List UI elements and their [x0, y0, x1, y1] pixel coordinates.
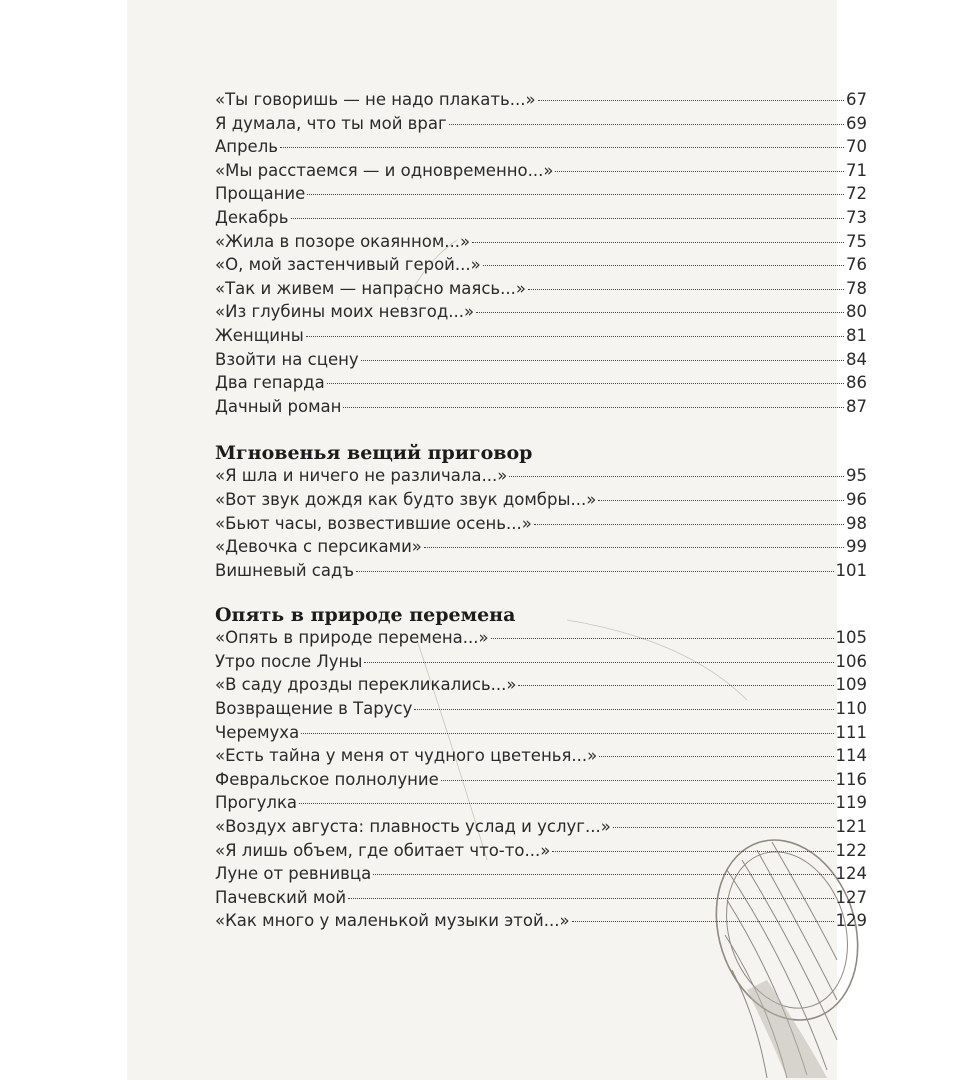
- toc-entry[interactable]: «Вот звук дождя как будто звук домбры...» 96: [215, 489, 867, 509]
- leader-dots: [364, 662, 833, 663]
- page-number: 110: [835, 699, 867, 719]
- leader-dots: [598, 500, 844, 501]
- leader-dots: [361, 360, 844, 361]
- leader-dots: [472, 242, 844, 243]
- page-number: 71: [846, 160, 867, 180]
- leader-dots: [491, 638, 834, 639]
- toc-entry[interactable]: Пачевский мой 127: [215, 887, 867, 907]
- leader-dots: [306, 336, 844, 337]
- page-number: 122: [835, 840, 867, 860]
- leader-dots: [613, 827, 834, 828]
- page-number: 129: [835, 911, 867, 931]
- leader-dots: [552, 851, 833, 852]
- page-number: 73: [846, 207, 867, 227]
- leader-dots: [534, 524, 844, 525]
- page-number: 114: [835, 746, 867, 766]
- page-number: 69: [846, 113, 867, 133]
- leader-dots: [476, 312, 844, 313]
- toc-entry[interactable]: «Опять в природе перемена...» 105: [215, 628, 867, 648]
- page-number: 75: [846, 231, 867, 251]
- toc-entry[interactable]: Я думала, что ты мой враг 69: [215, 113, 867, 133]
- leader-dots: [449, 124, 844, 125]
- leader-dots: [518, 685, 833, 686]
- leader-dots: [483, 265, 844, 266]
- book-page: [127, 0, 867, 1080]
- page-number: 87: [846, 396, 867, 416]
- leader-dots: [307, 194, 844, 195]
- page-number: 124: [835, 864, 867, 884]
- page-number: 121: [835, 817, 867, 837]
- toc-entry[interactable]: Дачный роман 87: [215, 396, 867, 416]
- page-number: 76: [846, 255, 867, 275]
- toc-entry[interactable]: «В саду дрозды перекликались...» 109: [215, 675, 867, 695]
- leader-dots: [291, 218, 845, 219]
- page-number: 72: [846, 184, 867, 204]
- toc-entry[interactable]: «Так и живем — напрасно маясь...» 78: [215, 278, 867, 298]
- page-number: 95: [846, 466, 867, 486]
- toc-entry[interactable]: Февральское полнолуние 116: [215, 769, 867, 789]
- toc-entry[interactable]: Вишневый садъ 101: [215, 560, 867, 580]
- leader-dots: [327, 383, 844, 384]
- toc-entry[interactable]: «Мы расстаемся — и одновременно...» 71: [215, 160, 867, 180]
- toc-entry[interactable]: Возвращение в Тарусу 110: [215, 699, 867, 719]
- page-number: 127: [835, 887, 867, 907]
- toc-entry[interactable]: Прогулка 119: [215, 793, 867, 813]
- toc-entry[interactable]: Декабрь 73: [215, 207, 867, 227]
- toc-entry[interactable]: «Жила в позоре окаянном...» 75: [215, 231, 867, 251]
- leader-dots: [343, 407, 844, 408]
- leader-dots: [414, 709, 833, 710]
- toc-entry[interactable]: Апрель 70: [215, 137, 867, 157]
- page-number: 109: [835, 675, 867, 695]
- leader-dots: [299, 803, 833, 804]
- page-number: 70: [846, 137, 867, 157]
- leader-dots: [538, 100, 844, 101]
- page-number: 86: [846, 373, 867, 393]
- page-number: 84: [846, 349, 867, 369]
- page-number: 81: [846, 325, 867, 345]
- page-number: 96: [846, 489, 867, 509]
- toc-entry[interactable]: Утро после Луны 106: [215, 651, 867, 671]
- page-number: 98: [846, 513, 867, 533]
- leader-dots: [348, 898, 833, 899]
- page-number: 119: [835, 793, 867, 813]
- section-heading: Опять в природе перемена: [215, 604, 516, 627]
- leader-dots: [280, 147, 844, 148]
- leader-dots: [572, 921, 834, 922]
- page-number: 106: [835, 651, 867, 671]
- page-number: 105: [835, 628, 867, 648]
- toc-entry[interactable]: Прощание 72: [215, 184, 867, 204]
- toc-entry[interactable]: «Я шла и ничего не различала...» 95: [215, 466, 867, 486]
- toc-entry[interactable]: Взойти на сцену 84: [215, 349, 867, 369]
- toc-entry[interactable]: «Девочка с персиками» 99: [215, 537, 867, 557]
- leader-dots: [441, 780, 834, 781]
- toc-entry[interactable]: «Ты говоришь — не надо плакать...» 67: [215, 90, 867, 109]
- page-number: 67: [846, 90, 867, 109]
- leader-dots: [555, 171, 844, 172]
- toc-entry[interactable]: «Воздух августа: плавность услад и услуг...» 121: [215, 817, 867, 837]
- toc-entry[interactable]: «Из глубины моих невзгод...» 80: [215, 302, 867, 322]
- toc-entry[interactable]: Женщины 81: [215, 325, 867, 345]
- table-of-contents: [215, 90, 867, 935]
- page-number: 101: [835, 560, 867, 580]
- leader-dots: [528, 289, 844, 290]
- leader-dots: [356, 571, 833, 572]
- leader-dots: [424, 547, 844, 548]
- toc-entry[interactable]: «Как много у маленькой музыки этой...» 129: [215, 911, 867, 931]
- leader-dots: [373, 874, 833, 875]
- toc-entry[interactable]: «Есть тайна у меня от чудного цветенья...» 114: [215, 746, 867, 766]
- leader-dots: [509, 476, 844, 477]
- toc-entry[interactable]: «Бьют часы, возвестившие осень...» 98: [215, 513, 867, 533]
- leader-dots: [301, 733, 833, 734]
- leader-dots: [599, 756, 833, 757]
- page-number: 111: [835, 722, 867, 742]
- page-number: 99: [846, 537, 867, 557]
- section-heading: Мгновенья вещий приговор: [215, 442, 533, 465]
- page-number: 80: [846, 302, 867, 322]
- toc-entry[interactable]: «О, мой застенчивый герой...» 76: [215, 255, 867, 275]
- toc-entry[interactable]: Черемуха 111: [215, 722, 867, 742]
- page-number: 78: [846, 278, 867, 298]
- toc-entry[interactable]: Два гепарда 86: [215, 373, 867, 393]
- page-number: 116: [835, 769, 867, 789]
- toc-entry[interactable]: «Я лишь объем, где обитает что-то...» 122: [215, 840, 867, 860]
- toc-entry[interactable]: Луне от ревнивца 124: [215, 864, 867, 884]
